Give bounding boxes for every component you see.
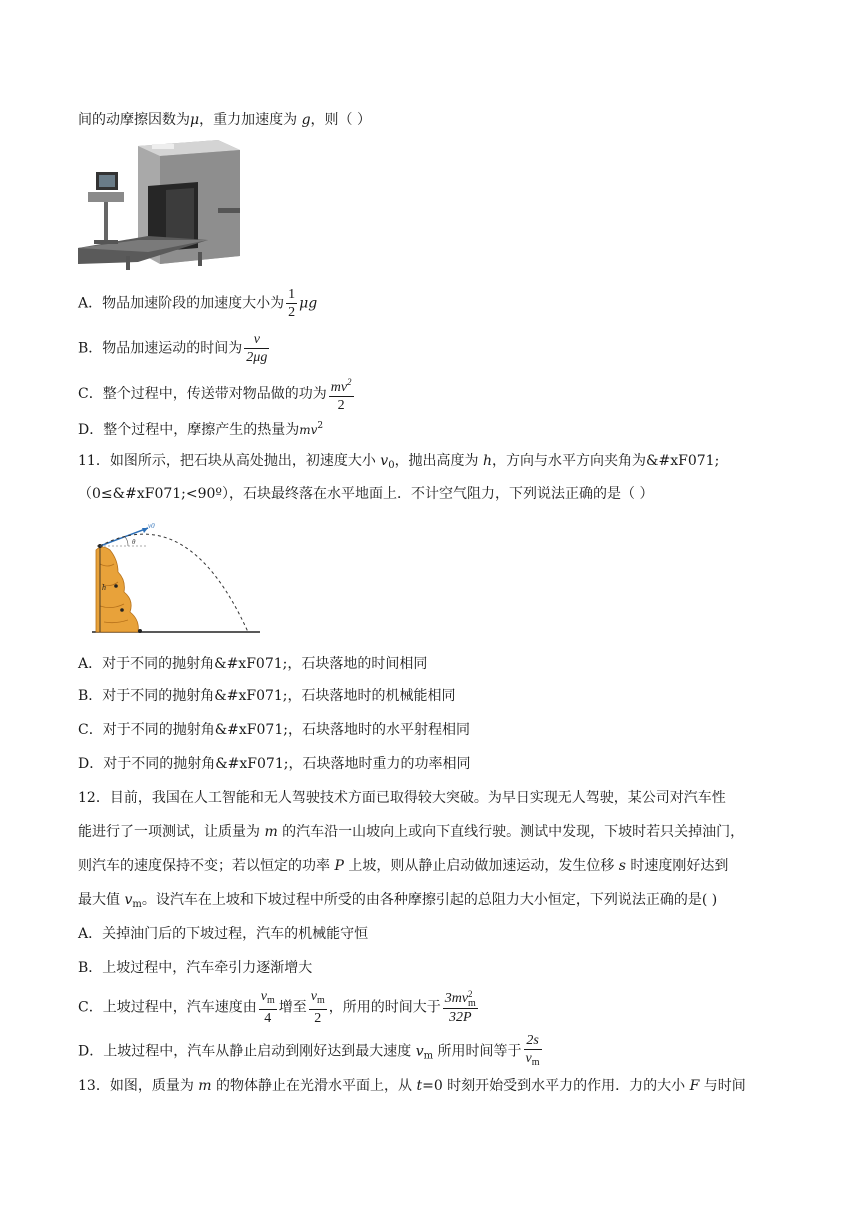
option-text: C．上坡过程中，汽车速度由	[78, 999, 257, 1016]
fraction-half	[286, 286, 297, 321]
g-symbol: g	[301, 112, 311, 128]
option-b	[78, 331, 271, 366]
question-intro-line	[78, 110, 371, 130]
projectile-figure	[88, 520, 264, 638]
question-11-line-2: （0≤&#xF071;<90º），石块最终落在水平地面上．不计空气阻力，下列说法正确的是（ ）	[78, 486, 654, 502]
v0-label: v0	[148, 522, 155, 530]
fraction-numerator: mv	[330, 380, 348, 395]
option-c	[78, 374, 356, 414]
text: 13．如图，质量为	[78, 1078, 199, 1094]
fraction-numerator: v	[244, 331, 269, 349]
text: ，方向与水平方向夹角为&#xF071;	[492, 453, 720, 469]
question-12-line-3	[78, 856, 728, 876]
text: 的物体静止在光滑水平面上，从	[211, 1078, 417, 1094]
text: 能进行了一项测试，让质量为	[78, 824, 265, 840]
subscript: m	[316, 995, 325, 1006]
option-text: A．物品加速阶段的加速度大小为	[78, 295, 285, 312]
fraction-numerator: v	[260, 989, 267, 1004]
fraction-numerator: 2s	[524, 1032, 542, 1050]
text: 的汽车沿一山坡向上或向下直线行驶。测试中发现，下坡时若只关掉油门，	[277, 824, 745, 840]
option-text: ，所用的时间大于	[328, 999, 441, 1016]
superscript: 2	[347, 377, 352, 387]
mv-expression: mv	[299, 423, 318, 437]
subscript: m	[423, 1050, 434, 1062]
question-13-line-1	[78, 1076, 746, 1096]
text: 11．如图所示，把石块从高处抛出，初速度大小	[78, 453, 381, 469]
v-symbol: v	[124, 892, 133, 908]
fraction-numerator: 1	[288, 287, 296, 302]
subscript: m	[468, 997, 476, 1009]
text: 最大值	[78, 892, 125, 908]
P-symbol: P	[334, 858, 344, 874]
option-b: B．上坡过程中，汽车牵引力逐渐增大	[78, 960, 313, 976]
option-text: D．上坡过程中，汽车从静止启动到刚好达到最大速度	[78, 1043, 416, 1060]
subscript: 0	[388, 460, 395, 471]
v-symbol: v	[380, 453, 389, 469]
fraction-2s-over-vm	[524, 1032, 542, 1071]
text: 上坡，则从静止启动做加速运动，发生位移	[343, 858, 619, 874]
m-symbol: m	[264, 824, 278, 840]
s-symbol: s	[618, 858, 626, 874]
F-symbol: F	[689, 1078, 700, 1094]
option-text: 所用时间等于	[433, 1043, 522, 1060]
option-text: 增至	[278, 999, 307, 1016]
mu-symbol: μ	[190, 112, 200, 128]
superscript: 2	[468, 988, 473, 999]
text: ，抛出高度为	[394, 453, 484, 469]
fraction-denominator: 4	[264, 1011, 272, 1026]
subscript: m	[531, 1057, 540, 1068]
question-12-line-4	[78, 890, 717, 915]
option-b: B．对于不同的抛射角&#xF071;，石块落地时的机械能相同	[78, 688, 456, 704]
option-text: B．物品加速运动的时间为	[78, 340, 243, 357]
fraction-denominator: 2	[337, 398, 345, 413]
mu-g-expression: μg	[299, 295, 318, 312]
text: 则汽车的速度保持不变；若以恒定的功率	[78, 858, 335, 874]
fraction-denominator: 2	[288, 305, 296, 320]
fraction-3mvm2-over-32P	[443, 990, 478, 1026]
option-a	[78, 286, 317, 321]
option-c: C．对于不同的抛射角&#xF071;，石块落地时的水平射程相同	[78, 722, 470, 738]
security-scanner-figure	[78, 136, 242, 274]
option-d	[78, 1032, 544, 1071]
fraction-vm-over-2	[309, 988, 327, 1027]
option-a: A．对于不同的抛射角&#xF071;，石块落地的时间相同	[78, 656, 428, 672]
fraction-denominator: v	[525, 1051, 532, 1066]
v-symbol: v	[415, 1043, 424, 1060]
fraction-denominator: 2μg	[246, 350, 268, 365]
text: 与时间	[699, 1078, 746, 1094]
height-label: h	[102, 583, 106, 592]
fraction-v-over-2mug	[244, 331, 269, 366]
fraction-numerator: 3mv	[444, 990, 469, 1006]
fraction-numerator: v	[310, 989, 317, 1004]
subscript: m	[266, 995, 275, 1006]
option-d: D．对于不同的抛射角&#xF071;，石块落地时重力的功率相同	[78, 756, 471, 772]
text: 。设汽车在上坡和下坡过程中所受的由各种摩擦引起的总阻力大小恒定，下列说法正确的是( )	[141, 892, 718, 908]
fraction-vm-over-4	[259, 988, 277, 1027]
option-c	[78, 988, 480, 1027]
question-12-line-2	[78, 822, 744, 842]
fraction-denominator: 2	[314, 1011, 322, 1026]
text: ，则（ ）	[310, 112, 371, 128]
fraction-denominator: 32P	[448, 1009, 472, 1025]
m-symbol: m	[198, 1078, 212, 1094]
option-text: D．整个过程中，摩擦产生的热量为	[78, 422, 300, 438]
superscript: 2	[317, 421, 324, 431]
t-symbol: t	[416, 1078, 423, 1094]
text: 间的动摩擦因数为	[78, 112, 190, 128]
text: ，重力加速度为	[199, 112, 302, 128]
option-d	[78, 416, 323, 440]
option-a: A．关掉油门后的下坡过程，汽车的机械能守恒	[78, 926, 369, 942]
text: =0 时刻开始受到水平力的作用．力的大小	[422, 1078, 690, 1094]
theta-label: θ	[132, 538, 136, 546]
question-12-line-1: 12．目前，我国在人工智能和无人驾驶技术方面已取得较大突破。为早日实现无人驾驶，某公司对汽车性	[78, 790, 726, 806]
text: 时速度刚好达到	[625, 858, 729, 874]
h-symbol: h	[483, 453, 493, 469]
subscript: m	[132, 899, 142, 910]
fraction-mv2-over-2	[329, 374, 354, 414]
question-11-line-1	[78, 451, 719, 476]
option-text: C．整个过程中，传送带对物品做的功为	[78, 386, 327, 402]
